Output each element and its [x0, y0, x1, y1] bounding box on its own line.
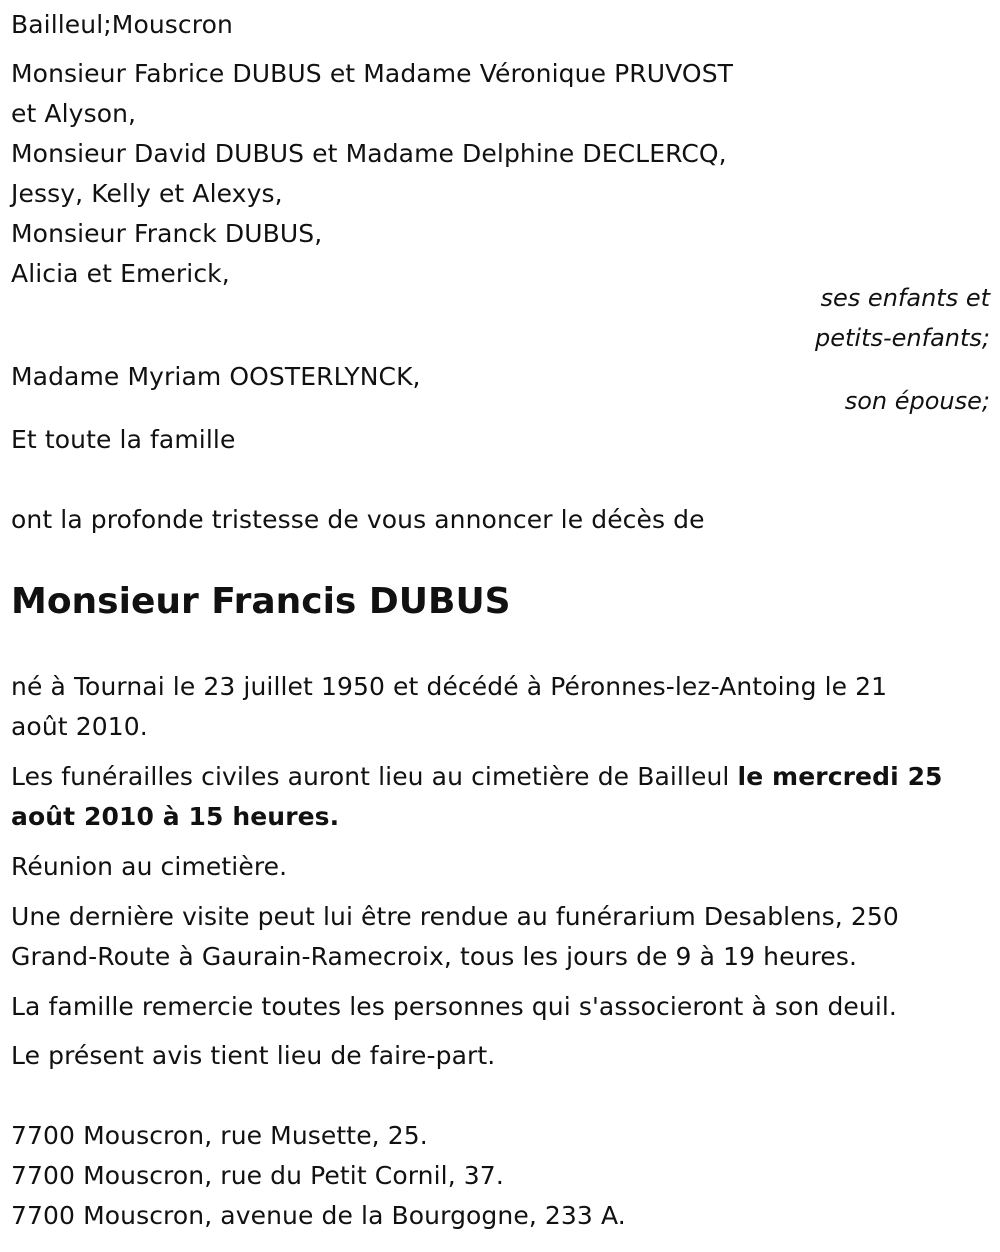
funeral-line — [11, 762, 943, 792]
meeting-text: Réunion au cimetière. — [11, 852, 288, 881]
family-line: Monsieur David DUBUS et Madame Delphine DECLERCQ, — [11, 139, 727, 168]
family-line: Alicia et Emerick, — [11, 259, 230, 288]
funeral-date-line: août 2010 à 15 heures. — [11, 802, 340, 831]
address-line: 7700 Mouscron, rue Musette, 25. — [11, 1121, 428, 1150]
birth-death-line: août 2010. — [11, 712, 148, 741]
visit-line: Grand-Route à Gaurain-Ramecroix, tous les jours de 9 à 19 heures. — [11, 942, 857, 971]
announcement-text: ont la profonde tristesse de vous annoncer le décès de — [11, 505, 705, 534]
address-line: 7700 Mouscron, rue du Petit Cornil, 37. — [11, 1161, 504, 1190]
deceased-name: Monsieur Francis DUBUS — [11, 581, 511, 622]
family-line: Monsieur Fabrice DUBUS et Madame Véronique PRUVOST — [11, 59, 734, 88]
spouse-relation: son épouse; — [844, 387, 990, 415]
funeral-text: Les funérailles civiles auront lieu au cimetière de Bailleul — [11, 762, 738, 791]
children-relation: petits-enfants; — [815, 324, 990, 352]
thanks-text: La famille remercie toutes les personnes qui s'associeront à son deuil. — [11, 992, 897, 1021]
children-relation: ses enfants et — [820, 284, 990, 312]
notice-text: Le présent avis tient lieu de faire-part. — [11, 1041, 496, 1070]
whole-family: Et toute la famille — [11, 425, 236, 454]
family-line: Monsieur Franck DUBUS, — [11, 219, 323, 248]
family-line: Jessy, Kelly et Alexys, — [11, 179, 283, 208]
address-line: 7700 Mouscron, avenue de la Bourgogne, 233 A. — [11, 1201, 626, 1230]
funeral-date: le mercredi 25 — [737, 762, 943, 791]
visit-line: Une dernière visite peut lui être rendue au funérarium Desablens, 250 — [11, 902, 899, 931]
location-header: Bailleul;Mouscron — [11, 10, 233, 39]
birth-death-line: né à Tournai le 23 juillet 1950 et décédé à Péronnes-lez-Antoing le 21 — [11, 672, 888, 701]
family-line: et Alyson, — [11, 99, 137, 128]
spouse-name: Madame Myriam OOSTERLYNCK, — [11, 362, 421, 391]
